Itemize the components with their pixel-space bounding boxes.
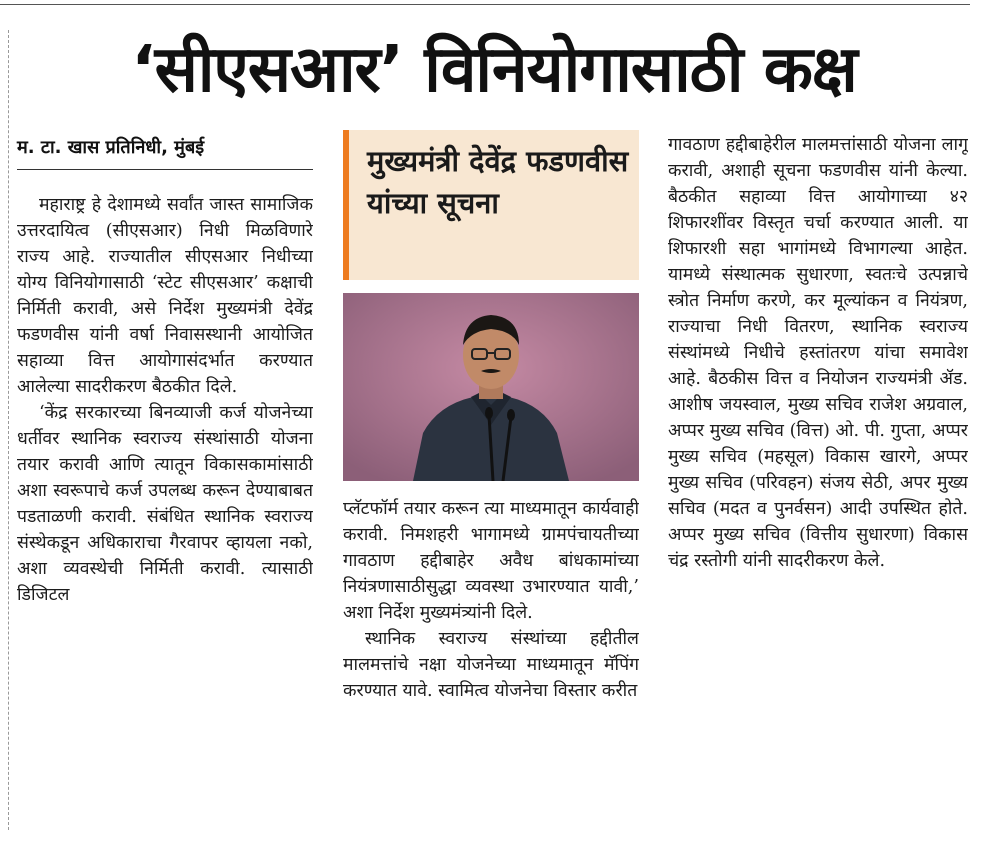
pullquote-text: मुख्यमंत्री देवेंद्र फडणवीस यांच्या सूचना [367, 144, 629, 220]
paragraph: ‘केंद्र सरकारच्या बिनव्याजी कर्ज योजनेच्या धर्तीवर स्थानिक स्वराज्य संस्थांसाठी योजना तयार करावी आणि त्यातून विकासकामांसाठी अशा स्वरूपाचे कर्ज उपलब्ध करून देण्याबाबत पडताळणी करावी. संबंधित स्थानिक स्वराज्य संस्थेकडून अधिकाराचा गैरवापर व्हायला नको, अशा व्यवस्थेची निर्मिती करावी. त्यासाठी डिजिटल [17, 403, 313, 605]
photo-illustration [343, 293, 639, 481]
pullquote-accent-bar [343, 130, 349, 280]
pullquote-box [343, 130, 639, 280]
headline: ‘सीएसआर’ विनियोगासाठी कक्ष [131, 33, 857, 107]
article-column-1 [17, 192, 313, 832]
article-column-3 [668, 132, 968, 836]
article-column-2 [343, 496, 639, 836]
paragraph: प्लॅटफॉर्म तयार करून त्या माध्यमातून कार्यवाही करावी. निमशहरी भागामध्ये ग्रामपंचायतीच्या गावठाण हद्दीबाहेर अवैध बांधकामांच्या नियंत्रणासाठीसुद्धा व्यवस्था उभारण्यात यावी,’ अशा निर्देश मुख्यमंत्र्यांनी दिले. [343, 499, 639, 623]
paragraph: स्थानिक स्वराज्य संस्थांच्या हद्दीतील मालमत्तांचे नक्षा योजनेच्या माध्यमातून मॅपिंग करण्यात यावे. स्वामित्व योजनेचा विस्तार करीत [343, 629, 639, 701]
byline: म. टा. खास प्रतिनिधी, मुंबई [17, 133, 313, 170]
page-edge [8, 30, 10, 830]
paragraph: गावठाण हद्दीबाहेरील मालमत्तांसाठी योजना लागू करावी, अशाही सूचना फडणवीस यांनी केल्या. बैठकीत सहाव्या वित्त आयोगाच्या ४२ शिफारशींवर विस्तृत चर्चा करण्यात आली. या शिफारशी सहा भागांमध्ये विभागल्या आहेत. यामध्ये संस्थात्मक सुधारणा, स्वतःचे उत्पन्नाचे स्त्रोत निर्माण करणे, कर मूल्यांकन व नियंत्रण, राज्याचा निधी वितरण, स्थानिक स्वराज्य संस्थांमध्ये निधीचे हस्तांतरण यांचा समावेश आहे. बैठकीस वित्त व नियोजन राज्यमंत्री ॲड. आशीष जयस्वाल, मुख्य सचिव राजेश अग्रवाल, अप्पर मुख्य सचिव (वित्त) ओ. पी. गुप्ता, अप्पर मुख्य सचिव (महसूल) विकास खारगे, अप्पर मुख्य सचिव (परिवहन) संजय सेठी, अपर मुख्य सचिव (मदत व पुनर्वसन) आदी उपस्थित होते. अप्पर मुख्य सचिव (वित्तीय सुधारणा) विकास चंद्र रस्तोगी यांनी सादरीकरण केले. [668, 135, 968, 571]
paragraph: महाराष्ट्र हे देशामध्ये सर्वांत जास्त सामाजिक उत्तरदायित्व (सीएसआर) निधी मिळविणारे राज्य आहे. राज्यातील सीएसआर निधीच्या योग्य विनियोगासाठी ‘स्टेट सीएसआर’ कक्षाची निर्मिती करावी, असे निर्देश मुख्यमंत्री देवेंद्र फडणवीस यांनी वर्षा निवासस्थानी आयोजित सहाव्या वित्त आयोगासंदर्भात करण्यात आलेल्या सादरीकरण बैठकीत दिले. [17, 195, 313, 397]
top-rule [0, 4, 970, 5]
news-photo [343, 293, 639, 481]
